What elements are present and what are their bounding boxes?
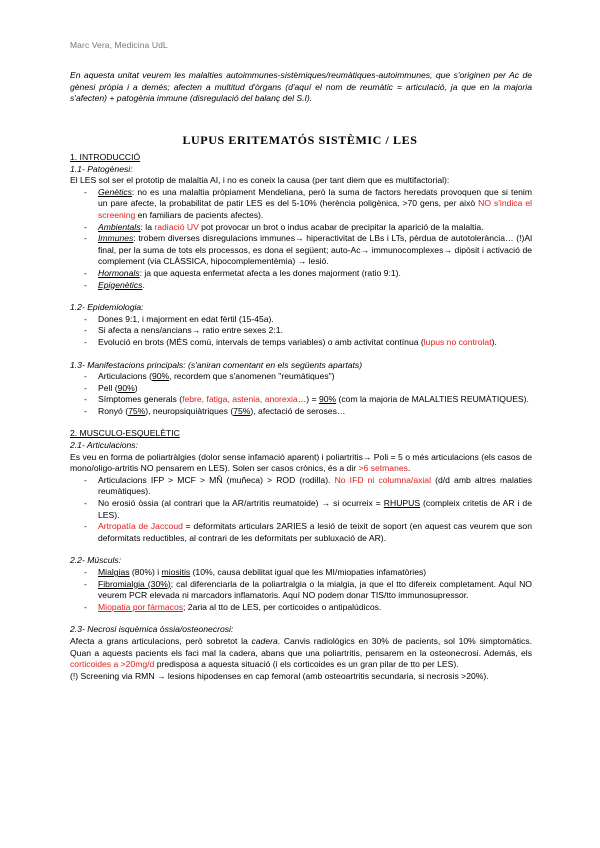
section-heading-introduccio: 1. INTRODUCCIÓ <box>70 152 141 162</box>
list-item: - Si afecta a nens/ancians→ ratio entre sexes 2:1. <box>70 325 532 337</box>
list-item: - Miopatia por fármacos; 2aria al tto de LES, per corticoides o antipalúdicos. <box>70 602 532 614</box>
list-item: - Immunes: trobem diverses disregulacions immunes→ hiperactivitat de LBs i LTs, pèrdua de autotolerància… (!)Al final, per la suma de tots els processos, es dona el següent; auto-Ac→ immunocomplexes→ dipòsit i activació de complement (via CLÀSSICA, hipocomplementèmia) → lesió. <box>70 233 532 268</box>
paragraph: (!) Screening via RMN → lesions hipodenses en cap femoral (amb osteoartritis secundaria, si necrosis >20%). <box>70 670 489 681</box>
document-content <box>70 152 532 682</box>
patogenesi-list <box>70 187 532 291</box>
list-item: - Dones 9:1, i majorment en edat fèrtil (15-45a). <box>70 314 532 326</box>
list-item: - Genètics: no es una malaltia pròpiament Mendeliana, però la suma de factors heredats provoquen que si tenim un pare afecte, la probabilitat de patir LES es del 5-10% (herència poligènica, >70 gens, per això NO s'indica el screening en familiars de pacients afectes). <box>70 187 532 222</box>
list-item: - Mialgias (80%) i miositis (10%, causa debilitat igual que les MI/miopaties infamatòries) <box>70 567 532 579</box>
list-item: - Hormonals: ja que aquesta enfermetat afecta a les dones majorment (ratio 9:1). <box>70 268 532 280</box>
paragraph: Afecta a grans articulacions, però sobretot la cadera. Canvis radiològics en 30% de pacients, sol 10% simptomàtics. Quan a aquests pacients els faci mal la cadera, abans que una poliartritis, pensarem en la osteonecrosi. Además, els corticoides a >20mg/d predisposa a aquesta situació (i els corticoides es un gran pilar de tto per LES). <box>70 635 532 670</box>
subsection-heading-manifestacions: 1.3- Manifestacions principals: (s'aniran comentant en els següents apartats) <box>70 359 363 370</box>
subsection-heading-epidemiologia: 1.2- Epidemiologia: <box>70 302 144 313</box>
list-item: - Articulacions IFP > MCF > MÑ (muñeca) > ROD (rodilla). No IFD ni columna/axial (d/d amb altres malaties reumàtiques). <box>70 475 532 498</box>
section-heading-musculo-esqueletic: 2. MUSCULO-ESQUELÈTIC <box>70 428 180 439</box>
paragraph: El LES sol ser el prototip de malaltia AI, i no es coneix la causa (per tant diem que es multifactorial): <box>70 175 450 186</box>
manifestacions-list <box>70 371 532 417</box>
subsection-heading-articulacions: 2.1- Articulacions: <box>70 440 138 451</box>
list-item: - Artropatía de Jaccoud = deformitats articulars 2ARIES a lesió de teixit de soport (en aquest cas veurem que son deformitats reductibles, al contrari de les deformitats per subluxació de AR). <box>70 521 532 544</box>
list-item: - Símptomes generals (febre, fatiga, astenia, anorexia…) = 90% (com la majoria de MALALTIES REUMÀTIQUES). <box>70 394 532 406</box>
list-item: - Evolució en brots (MÉS comú, intervals de temps variables) o amb activitat contínua (lupus no controlat). <box>70 337 532 349</box>
musculs-list <box>70 567 532 613</box>
list-item: - Ambientals: la radiació UV pot provocar un brot o indus acabar de precipitar la aparició de la malaltia. <box>70 222 532 234</box>
subsection-heading-musculs: 2.2- Músculs: <box>70 555 122 566</box>
list-item: - Ronyó (75%), neuropsiquiàtriques (75%), afectació de seroses… <box>70 406 532 418</box>
subsection-heading-patogenesi: 1.1- Patogènesi: <box>70 163 133 174</box>
list-item: - Fibromialgia (30%); cal diferenciarla de la poliartralgia o la mialgia, ja que el tto difereix completament. Aquí NO veurem PCR elevada ni marcadors inflamatoris. Aquí NO podem donar TIS/tto immunosupressor. <box>70 579 532 602</box>
list-item: - Articulacions (90%, recordem que s'anomenen "reumàtiques") <box>70 371 532 383</box>
epidemiologia-list <box>70 314 532 349</box>
list-item: - Pell (90%) <box>70 383 532 395</box>
subsection-heading-necrosi: 2.3- Necrosi isquèmica òssia/osteonecrosi: <box>70 624 234 635</box>
articulacions-list <box>70 475 532 545</box>
list-item: - Epigenètics. <box>70 280 532 292</box>
list-item: - No erosió òssia (al contrari que la AR/artritis reumatoide) → si ocurreix = RHUPUS (compleix critetis de AR i de LES). <box>70 498 532 521</box>
intro-paragraph: En aquesta unitat veurem les malalties autoimmunes-sistèmiques/reumàtiques-autoimmunes, que s'originen per Ac de gènesi pròpia i a demés; afecten a multitud d'òrgans (d'aquí el nom de reumàtic = articulació, ja que en la majoria s'afecten) + patogènia immune (disregulació del balanç del S.I). <box>70 70 532 104</box>
page-header: Marc Vera, Medicina UdL <box>70 40 168 50</box>
document-title: LUPUS ERITEMATÓS SISTÈMIC / LES <box>182 133 418 147</box>
paragraph: Es veu en forma de poliartràlgies (dolor sense infamació aparent) i poliartritis→ Poli = 5 o més articulacions (els casos de mono/oligo-artritis NO pensarem en LES). Solen ser casos crònics, és a dir >6 setmanes. <box>70 451 532 474</box>
